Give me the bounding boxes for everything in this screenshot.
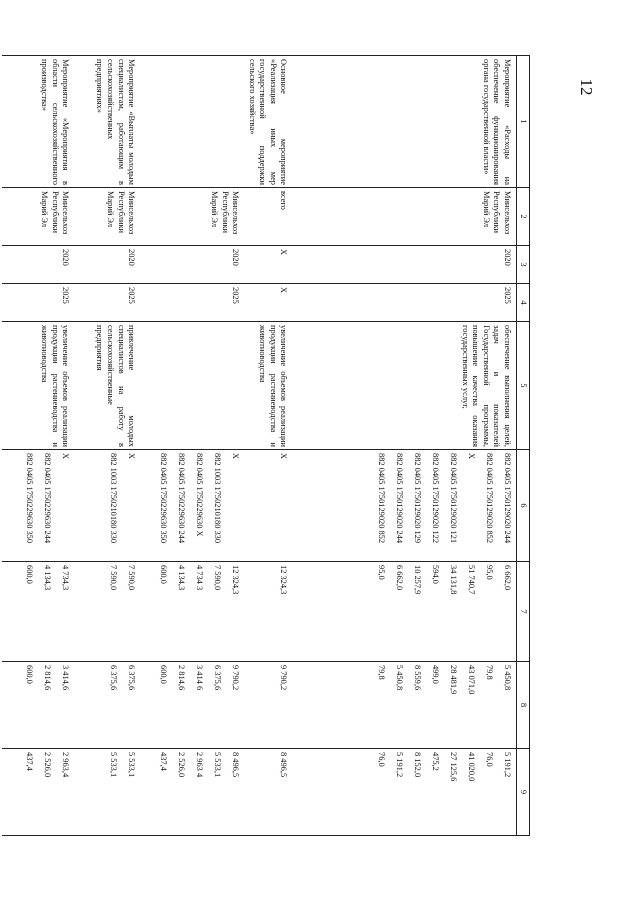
table-cell-col8 xyxy=(142,662,246,749)
cell-line: 43 071,0 xyxy=(467,665,476,695)
cell-line: 882 0405 1750229630 244 xyxy=(177,453,187,544)
cell-line: 34 131,8 xyxy=(449,565,458,595)
table-cell-col6 xyxy=(246,450,294,562)
cell-line: 882 1003 1750210180 330 xyxy=(109,453,119,544)
table-cell-col6 xyxy=(2,450,76,562)
cell-line: 600,0 xyxy=(25,665,35,684)
table-cell-col4: X xyxy=(246,284,294,322)
cell-line: 9 790,2 xyxy=(279,665,289,691)
cell-line: 76,0 xyxy=(377,752,386,767)
table-cell-col4: 2025 xyxy=(2,284,76,322)
cell-line: X xyxy=(231,453,241,460)
cell-line: 437,4 xyxy=(159,752,169,771)
table-cell-col3: 2020 xyxy=(76,246,142,284)
cell-line: 28 481,9 xyxy=(449,665,458,695)
table-cell-col9 xyxy=(246,749,294,836)
table-cell-col6 xyxy=(295,450,517,562)
table-cell-col9 xyxy=(295,749,517,836)
cell-line: 5 533,1 xyxy=(127,752,137,778)
page-number: 12 xyxy=(577,78,596,96)
cell-line: 95,0 xyxy=(485,565,494,580)
cell-line: X xyxy=(467,453,476,460)
table-cell-col2: Минсельхоз Республики Марий Эл xyxy=(295,188,517,246)
table-cell-col4: 2025 xyxy=(295,284,517,322)
cell-line: 600,0 xyxy=(159,665,169,684)
cell-line: 4 734,3 xyxy=(61,565,71,591)
table-cell-col8 xyxy=(246,662,294,749)
cell-line: 6 375,6 xyxy=(213,665,223,691)
cell-line: 7 590,0 xyxy=(127,565,137,591)
header-cell: 5 xyxy=(517,322,530,450)
cell-line: 95,0 xyxy=(377,565,386,580)
table-row xyxy=(246,56,294,836)
cell-line: 4 134,3 xyxy=(177,565,187,591)
cell-line: 882 1003 1750210180 330 xyxy=(213,453,223,544)
cell-line: 5 533,1 xyxy=(213,752,223,778)
budget-table xyxy=(2,55,530,836)
table-cell-col5: обеспечение выполнения целей, задач и показателей Государственной программы, повышение качества оказания государственных услуг, xyxy=(295,322,517,450)
cell-line: 76,0 xyxy=(485,752,494,767)
header-cell: 1 xyxy=(517,56,530,188)
cell-line: 6 375,6 xyxy=(127,665,137,691)
cell-line: 6 662,0 xyxy=(395,565,404,591)
table-cell-col7 xyxy=(142,562,246,662)
header-cell: 7 xyxy=(517,562,530,662)
cell-line: 9 790,2 xyxy=(231,665,241,691)
cell-line: 600,0 xyxy=(159,565,169,584)
cell-line: 4 134,3 xyxy=(43,565,53,591)
cell-line: 882 0405 1750129020 129 xyxy=(413,453,422,544)
table-cell-col2: Минсельхоз Республики Марий Эл xyxy=(76,188,142,246)
cell-line: 27 125,6 xyxy=(449,752,458,782)
table-body xyxy=(2,56,516,836)
cell-line: 51 740,7 xyxy=(467,565,476,595)
cell-line: 2 814,6 xyxy=(43,665,53,691)
table-cell-col8 xyxy=(295,662,517,749)
cell-line: 882 0405 1750129020 122 xyxy=(431,453,440,544)
table-cell-col7 xyxy=(76,562,142,662)
cell-line: 5 191,2 xyxy=(503,752,512,778)
cell-line: 882 0405 1750129020 244 xyxy=(503,453,512,544)
cell-line: 5 450,8 xyxy=(503,665,512,691)
table-cell-col1: Мероприятие «Мероприятия в области сельскохозяйственного производства» xyxy=(2,56,76,188)
cell-line: X xyxy=(61,453,71,460)
table-cell-col4: 2025 xyxy=(142,284,246,322)
cell-line: 5 533,1 xyxy=(109,752,119,778)
rotated-table-container xyxy=(25,55,530,835)
table-cell-col7 xyxy=(295,562,517,662)
table-cell-col7 xyxy=(246,562,294,662)
cell-line: 882 0405 1750129020 121 xyxy=(449,453,458,544)
cell-line: 12 324,3 xyxy=(279,565,289,595)
table-cell-col5: увеличение объемов реализации продукции растениеводства и животноводства xyxy=(246,322,294,450)
table-cell-col2: Минсельхоз Республики Марий Эл xyxy=(2,188,76,246)
table-row xyxy=(2,56,76,836)
table-cell-col2: всего xyxy=(246,188,294,246)
table-cell-col7 xyxy=(2,562,76,662)
cell-line: 499,0 xyxy=(431,665,440,684)
table-cell-col5 xyxy=(142,322,246,450)
table-cell-col4: 2025 xyxy=(76,284,142,322)
cell-line: 2 963,4 xyxy=(61,752,71,778)
cell-line: 5 450,8 xyxy=(395,665,404,691)
cell-line: 5 191,2 xyxy=(395,752,404,778)
table-cell-col5: увеличение объемов реализации продукции растениеводства и животноводства xyxy=(2,322,76,450)
table-cell-col3: X xyxy=(246,246,294,284)
cell-line: 10 257,9 xyxy=(413,565,422,595)
cell-line: 8 559,6 xyxy=(413,665,422,691)
cell-line: 4 734 3 xyxy=(195,565,205,591)
cell-line: 882 0405 1750129020 852 xyxy=(485,453,494,544)
table-cell-col3: 2020 xyxy=(295,246,517,284)
cell-line: 3 414,6 xyxy=(61,665,71,691)
cell-line: 8 496,5 xyxy=(231,752,241,778)
cell-line: 6 662,0 xyxy=(503,565,512,591)
cell-line: 600,0 xyxy=(25,565,35,584)
header-cell: 2 xyxy=(517,188,530,246)
cell-line: 882 0405 1750229630 350 xyxy=(25,453,35,544)
cell-line: X xyxy=(127,453,137,460)
table-cell-col8 xyxy=(76,662,142,749)
table-row xyxy=(76,56,142,836)
cell-line: 79,8 xyxy=(485,665,494,680)
cell-line: 2 526,0 xyxy=(177,752,187,778)
cell-line: 594,0 xyxy=(431,565,440,584)
table-cell-col2: Минсельхоз Республики Марий Эл xyxy=(142,188,246,246)
header-cell: 9 xyxy=(517,749,530,836)
cell-line: 12 324,3 xyxy=(231,565,241,595)
table-cell-col1 xyxy=(142,56,246,188)
header-cell: 8 xyxy=(517,662,530,749)
table-cell-col1: Мероприятие «Расходы на обеспечение функционирования органа государственной власти» xyxy=(295,56,517,188)
table-row xyxy=(295,56,517,836)
cell-line: 882 0405 1750129020 244 xyxy=(395,453,404,544)
cell-line: 882 0405 1750229630 350 xyxy=(159,453,169,544)
cell-line: X xyxy=(279,453,289,460)
cell-line: 2 963 4 xyxy=(195,752,205,778)
table-cell-col6 xyxy=(76,450,142,562)
table-cell-col9 xyxy=(2,749,76,836)
table-cell-col6 xyxy=(142,450,246,562)
table-cell-col9 xyxy=(142,749,246,836)
cell-line: 8 152,0 xyxy=(413,752,422,778)
table-cell-col1: Основное мероприятие «Реализация иных мер государственной поддержки сельского хозяйства» xyxy=(246,56,294,188)
cell-line: 79,8 xyxy=(377,665,386,680)
cell-line: 7 590,0 xyxy=(213,565,223,591)
cell-line: 437,4 xyxy=(25,752,35,771)
header-cell: 6 xyxy=(517,450,530,562)
table-cell-col8 xyxy=(2,662,76,749)
cell-line: 8 496,5 xyxy=(279,752,289,778)
table-cell-col5: привлечение молодых специалистов на работу в сельскохозяйственные предприятия xyxy=(76,322,142,450)
cell-line: 882 0405 1750229630 244 xyxy=(43,453,53,544)
cell-line: 882 0405 1750229630 X xyxy=(195,453,205,537)
table-cell-col3: 2020 xyxy=(2,246,76,284)
cell-line: 7 590,0 xyxy=(109,565,119,591)
cell-line: 2 526,0 xyxy=(43,752,53,778)
header-cell: 3 xyxy=(517,246,530,284)
table-cell-col9 xyxy=(76,749,142,836)
table-cell-col1: Мероприятие «Выплаты молодым специалистам, работающим в сельскохозяйственных предприятиях» xyxy=(76,56,142,188)
table-cell-col3: 2020 xyxy=(142,246,246,284)
cell-line: 475,2 xyxy=(431,752,440,771)
cell-line: 882 0405 1750129020 852 xyxy=(377,453,386,544)
cell-line: 6 375,6 xyxy=(109,665,119,691)
cell-line: 3 414 6 xyxy=(195,665,205,691)
header-row xyxy=(517,56,530,836)
table-row xyxy=(142,56,246,836)
header-cell: 4 xyxy=(517,284,530,322)
cell-line: 2 814,6 xyxy=(177,665,187,691)
cell-line: 41 020,0 xyxy=(467,752,476,782)
